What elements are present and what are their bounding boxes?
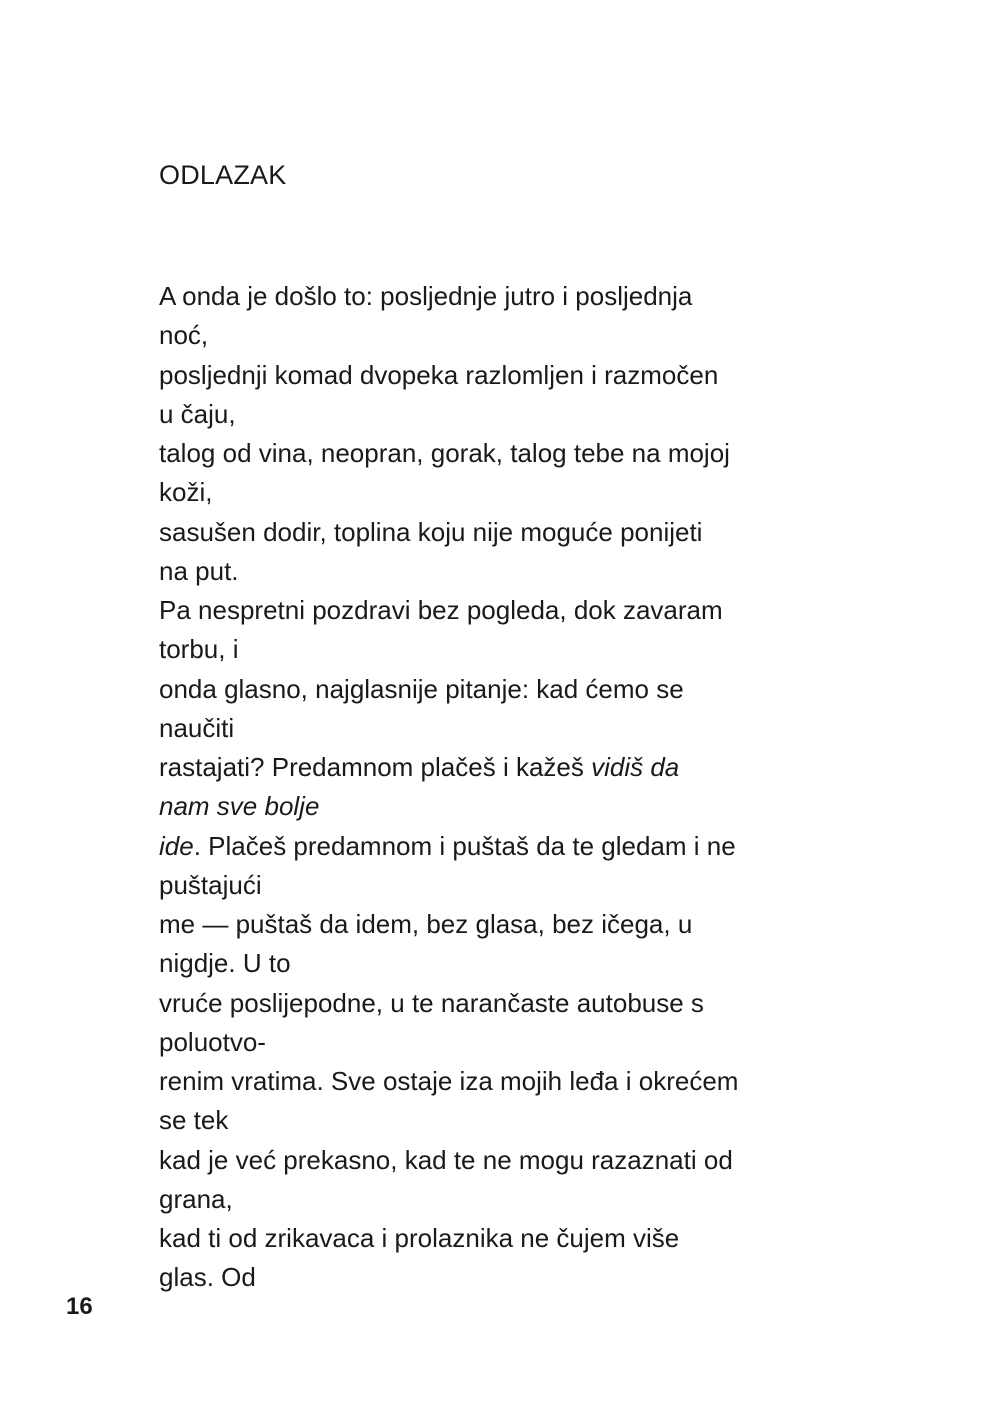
verse-continuation: glas. Od: [159, 1262, 256, 1293]
verse-line: [159, 827, 839, 906]
verse-line: [159, 591, 839, 670]
verse-continuation: noć,: [159, 320, 209, 351]
verse-continuation: torbu, i: [159, 634, 239, 665]
verse-text: talog od vina, neopran, gorak, talog tebe na mojoj: [159, 438, 730, 468]
verse-continuation: nigdje. U to: [159, 948, 291, 979]
verse-text: vruće poslijepodne, u te narančaste autobuse s: [159, 987, 704, 1018]
verse-continuation: se tek: [159, 1105, 229, 1136]
verse-text: [159, 748, 839, 787]
verse-text: [159, 827, 839, 866]
verse-line: [159, 984, 839, 1063]
verse-text: Pa nespretni pozdravi bez pogleda, dok zavaram: [159, 595, 723, 625]
poem-body: [159, 277, 839, 1298]
verse-text-italic: ide: [159, 830, 194, 861]
page-number: 16: [66, 1293, 93, 1320]
verse-line: [159, 356, 839, 435]
verse-line: [159, 670, 839, 749]
verse-text: sasušen dodir, toplina koju nije moguće ponijeti: [159, 516, 703, 547]
verse-line: [159, 277, 839, 356]
verse-continuation: naučiti: [159, 712, 235, 743]
verse-text: kad je već prekasno, kad te ne mogu razaznati od: [159, 1144, 733, 1175]
verse-line: [159, 905, 839, 984]
verse-continuation: grana,: [159, 1183, 233, 1214]
verse-line: [159, 1219, 839, 1298]
verse-text: onda glasno, najglasnije pitanje: kad ćemo se: [159, 673, 684, 704]
verse-line: [159, 1062, 839, 1141]
verse-continuation: na put.: [159, 555, 239, 586]
verse-line: [159, 513, 839, 592]
verse-continuation: u čaju,: [159, 398, 236, 429]
verse-line: [159, 748, 839, 827]
verse-continuation-italic: nam sve bolje: [159, 791, 320, 822]
verse-line: [159, 434, 839, 513]
verse-continuation: poluotvo-: [159, 1026, 266, 1057]
verse-text: posljednji komad dvopeka razlomljen i razmočen: [159, 359, 719, 390]
verse-continuation: puštajući: [159, 869, 262, 900]
verse-text: kad ti od zrikavaca i prolaznika ne čujem više: [159, 1223, 680, 1253]
verse-text-italic: vidiš da: [591, 752, 680, 782]
verse-text: A onda je došlo to: posljednje jutro i posljednja: [159, 281, 693, 311]
poem-title: ODLAZAK: [159, 160, 287, 190]
verse-continuation: koži,: [159, 477, 213, 508]
verse-text-plain: rastajati? Predamnom plačeš i kažeš: [159, 752, 592, 782]
verse-line: [159, 1141, 839, 1220]
verse-text: renim vratima. Sve ostaje iza mojih leđa i okrećem: [159, 1066, 739, 1096]
verse-text-plain: . Plačeš predamnom i puštaš da te gledam i ne: [193, 830, 736, 861]
verse-text: me — puštaš da idem, bez glasa, bez ičega, u: [159, 909, 693, 939]
